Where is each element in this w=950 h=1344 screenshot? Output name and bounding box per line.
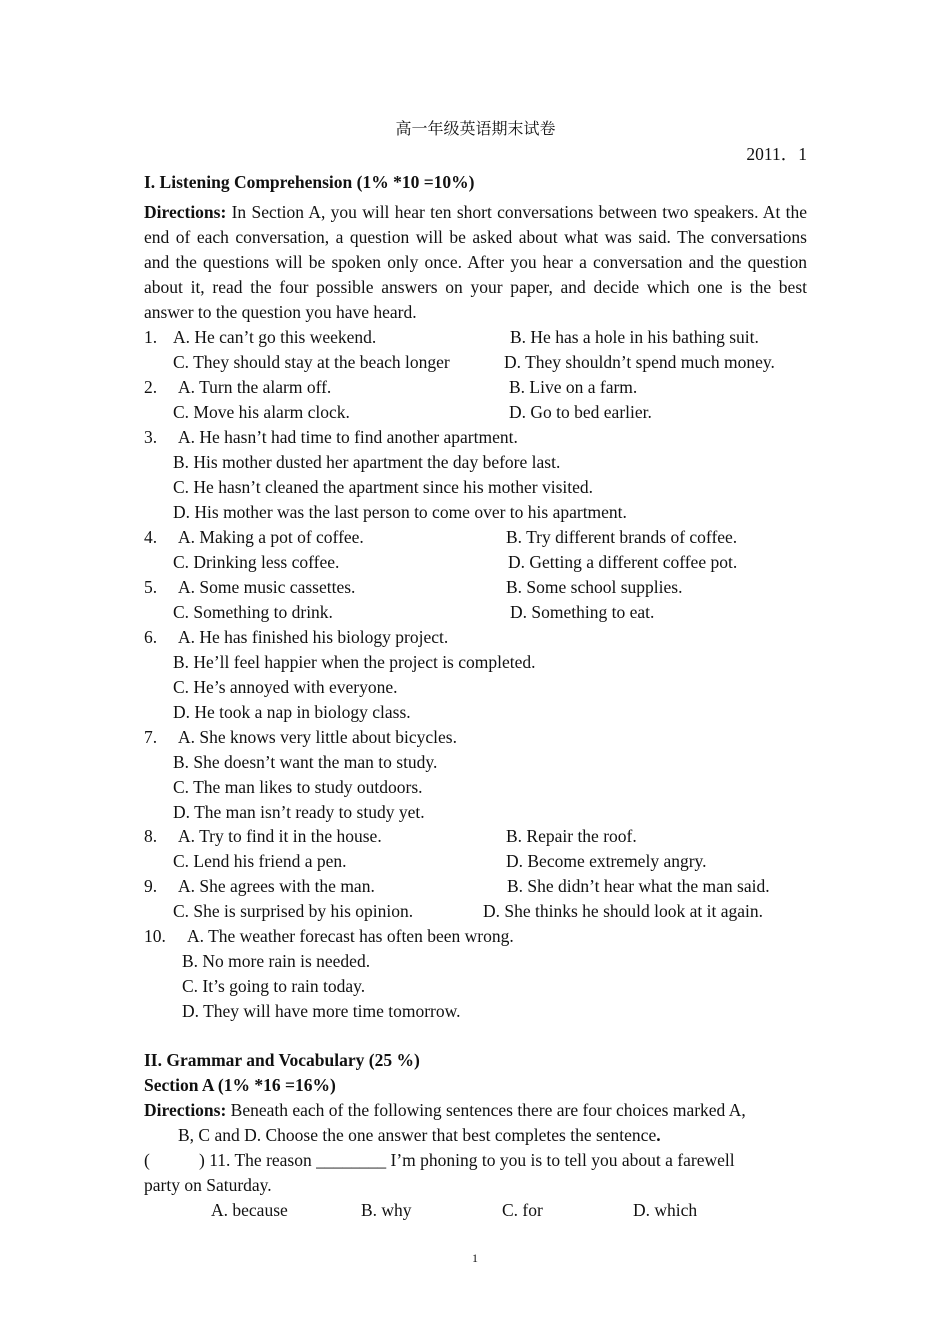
exam-date: 2011．1 bbox=[746, 144, 807, 164]
question-row bbox=[144, 1148, 807, 1173]
question-row bbox=[144, 600, 807, 625]
option-a: A. He has finished his biology project. bbox=[178, 627, 449, 647]
option-b: B. why bbox=[361, 1200, 412, 1220]
question-row bbox=[144, 800, 807, 825]
option-c: C. He’s annoyed with everyone. bbox=[173, 677, 398, 697]
question-number: 5. bbox=[144, 577, 158, 597]
question-row bbox=[144, 824, 807, 849]
question-number: 9. bbox=[144, 876, 158, 896]
option-c: C. He hasn’t cleaned the apartment since his mother visited. bbox=[173, 477, 594, 497]
option-c: C. Something to drink. bbox=[173, 602, 333, 622]
question-number: 3. bbox=[144, 427, 158, 447]
option-d: D. They shouldn’t spend much money. bbox=[504, 352, 775, 372]
question-number: 10. bbox=[144, 926, 166, 946]
option-b: B. Some school supplies. bbox=[506, 577, 683, 597]
option-b: B. Live on a farm. bbox=[509, 377, 638, 397]
question-row bbox=[144, 874, 807, 899]
option-c: C. The man likes to study outdoors. bbox=[173, 777, 423, 797]
option-a: A. Try to find it in the house. bbox=[178, 826, 382, 846]
option-b: B. He has a hole in his bathing suit. bbox=[510, 327, 759, 347]
question-number: 2. bbox=[144, 377, 158, 397]
option-d: D. Become extremely angry. bbox=[506, 851, 707, 871]
option-b: B. He’ll feel happier when the project is completed. bbox=[173, 652, 536, 672]
option-c: C. Lend his friend a pen. bbox=[173, 851, 347, 871]
question-row bbox=[144, 1198, 807, 1223]
option-c: C. for bbox=[502, 1200, 543, 1220]
option-b: B. She doesn’t want the man to study. bbox=[173, 752, 438, 772]
option-a: A. Some music cassettes. bbox=[178, 577, 356, 597]
section2-subheading: Section A (1% *16 =16%) bbox=[144, 1075, 336, 1095]
option-c: C. Move his alarm clock. bbox=[173, 402, 350, 422]
question-number: 7. bbox=[144, 727, 158, 747]
question-row bbox=[144, 425, 807, 450]
question-row bbox=[144, 1173, 807, 1198]
question-stem-cont: party on Saturday. bbox=[144, 1175, 272, 1195]
question-row bbox=[144, 974, 807, 999]
option-d: D. Something to eat. bbox=[510, 602, 655, 622]
option-a: A. Turn the alarm off. bbox=[178, 377, 332, 397]
option-c: C. She is surprised by his opinion. bbox=[173, 901, 414, 921]
directions-text: B, C and D. Choose the one answer that best completes the sentence bbox=[178, 1125, 657, 1145]
option-d: D. His mother was the last person to come over to his apartment. bbox=[173, 502, 627, 522]
question-number: 8. bbox=[144, 826, 158, 846]
section2-heading: II. Grammar and Vocabulary (25 %) bbox=[144, 1050, 420, 1070]
exam-title: 高一年级英语期末试卷 bbox=[395, 119, 556, 138]
question-stem: ) 11. The reason ________ I’m phoning to you is to tell you about a farewell bbox=[199, 1150, 735, 1170]
directions-text: Beneath each of the following sentences there are four choices marked A, bbox=[226, 1100, 746, 1120]
question-row bbox=[144, 725, 807, 750]
question-number: 1. bbox=[144, 327, 158, 347]
section2-directions-cont bbox=[178, 1123, 661, 1148]
option-a: A. Making a pot of coffee. bbox=[178, 527, 364, 547]
question-row bbox=[144, 949, 807, 974]
question-row bbox=[144, 525, 807, 550]
question-row bbox=[144, 775, 807, 800]
option-b: B. His mother dusted her apartment the day before last. bbox=[173, 452, 561, 472]
answer-paren: ( bbox=[144, 1150, 150, 1170]
option-a: A. He hasn’t had time to find another apartment. bbox=[178, 427, 518, 447]
option-b: B. She didn’t hear what the man said. bbox=[507, 876, 770, 896]
question-row bbox=[144, 550, 807, 575]
option-d: D. Go to bed earlier. bbox=[509, 402, 652, 422]
option-c: C. Drinking less coffee. bbox=[173, 552, 340, 572]
directions-text: In Section A, you will hear ten short conversations between two speakers. At the end of each conversation, a question will be asked about what was said. The conversations and the questions will be spoken only once. After you hear a conversation and the question about it, read the four possible answers on your paper, and decide which one is the best answer to the question you have heard. bbox=[144, 202, 807, 322]
question-number: 6. bbox=[144, 627, 158, 647]
question-row bbox=[144, 899, 807, 924]
question-row bbox=[144, 475, 807, 500]
question-row bbox=[144, 500, 807, 525]
question-row bbox=[144, 350, 807, 375]
option-d: D. The man isn’t ready to study yet. bbox=[173, 802, 425, 822]
question-row bbox=[144, 625, 807, 650]
page-number: 1 bbox=[472, 1251, 478, 1265]
section2-directions bbox=[144, 1098, 746, 1123]
option-d: D. They will have more time tomorrow. bbox=[182, 1001, 461, 1021]
question-row bbox=[144, 675, 807, 700]
directions-period: . bbox=[656, 1125, 661, 1145]
option-a: A. because bbox=[211, 1200, 288, 1220]
option-a: A. He can’t go this weekend. bbox=[173, 327, 377, 347]
directions-label: Directions: bbox=[144, 202, 227, 222]
directions-label: Directions: bbox=[144, 1100, 227, 1120]
question-row bbox=[144, 325, 807, 350]
question-row bbox=[144, 375, 807, 400]
question-row bbox=[144, 450, 807, 475]
question-row bbox=[144, 575, 807, 600]
option-c: C. They should stay at the beach longer bbox=[173, 352, 450, 372]
question-row bbox=[144, 924, 807, 949]
question-row bbox=[144, 849, 807, 874]
option-d: D. He took a nap in biology class. bbox=[173, 702, 411, 722]
option-d: D. which bbox=[633, 1200, 698, 1220]
option-a: A. She agrees with the man. bbox=[178, 876, 375, 896]
question-row bbox=[144, 999, 807, 1024]
option-d: D. Getting a different coffee pot. bbox=[508, 552, 738, 572]
option-b: B. No more rain is needed. bbox=[182, 951, 371, 971]
option-a: A. The weather forecast has often been wrong. bbox=[187, 926, 514, 946]
option-a: A. She knows very little about bicycles. bbox=[178, 727, 457, 747]
section1-directions bbox=[144, 200, 807, 325]
option-d: D. She thinks he should look at it again. bbox=[483, 901, 763, 921]
question-row bbox=[144, 750, 807, 775]
option-b: B. Try different brands of coffee. bbox=[506, 527, 738, 547]
question-number: 4. bbox=[144, 527, 158, 547]
option-b: B. Repair the roof. bbox=[506, 826, 637, 846]
question-row bbox=[144, 700, 807, 725]
question-row bbox=[144, 400, 807, 425]
question-row bbox=[144, 650, 807, 675]
option-c: C. It’s going to rain today. bbox=[182, 976, 366, 996]
section1-heading: I. Listening Comprehension (1% *10 =10%) bbox=[144, 172, 475, 192]
